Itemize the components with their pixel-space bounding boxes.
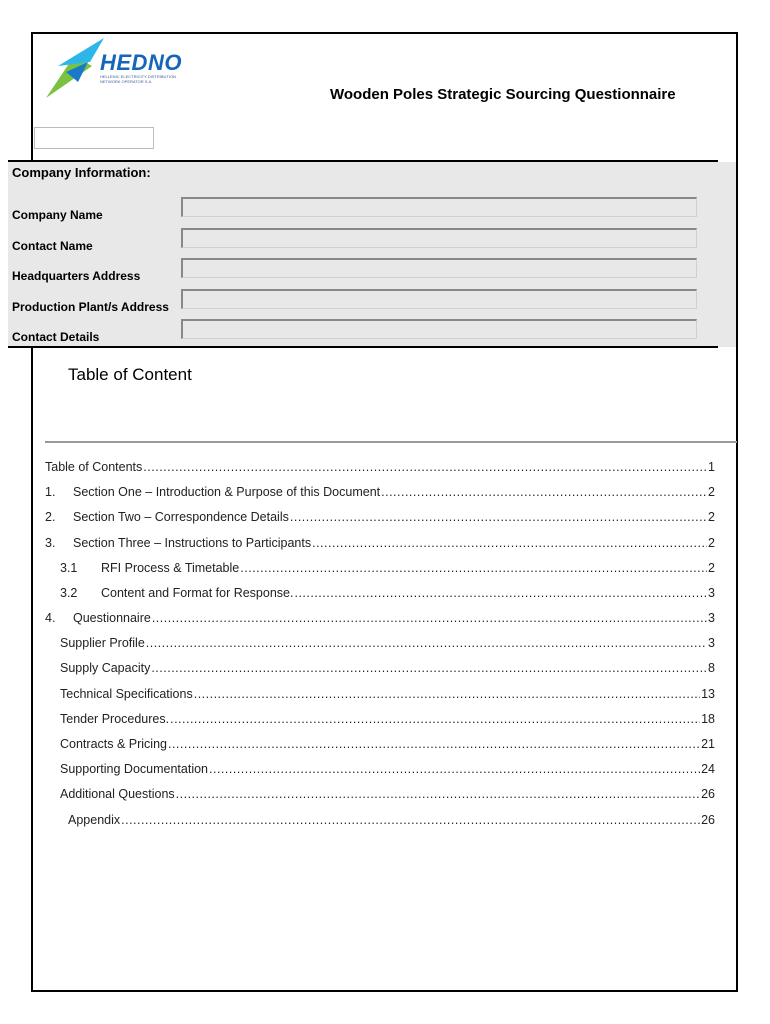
toc-entry-page: 1	[708, 460, 715, 474]
toc-entry-technical-specifications[interactable]	[60, 687, 715, 705]
toc-entry-rfi-process[interactable]	[60, 561, 715, 579]
toc-entry-number: 3.2	[60, 586, 78, 600]
toc-entry-page: 8	[708, 661, 715, 675]
toc-leader-dots	[194, 687, 700, 701]
section-bottom-rule	[8, 346, 718, 348]
toc-entry-page: 3	[708, 636, 715, 650]
toc-entry-number: 3.1	[60, 561, 78, 575]
toc-entry-section-one[interactable]	[45, 485, 715, 503]
contact-details-label: Contact Details	[12, 330, 100, 344]
toc-entry-page: 2	[708, 485, 715, 499]
toc-entry-page: 3	[708, 611, 715, 625]
toc-heading: Table of Content	[68, 365, 192, 384]
toc-entry-text: Appendix	[68, 813, 121, 827]
reference-input-box[interactable]	[34, 127, 154, 149]
toc-entry-questionnaire[interactable]	[45, 611, 715, 629]
toc-entry-text: Supply Capacity	[60, 661, 151, 675]
toc-leader-dots	[146, 636, 707, 650]
logo-cyan-shape	[58, 38, 104, 66]
toc-rule	[45, 441, 737, 443]
toc-leader-dots	[209, 762, 700, 776]
headquarters-address-label: Headquarters Address	[12, 269, 141, 283]
toc-entry-number: 2.	[45, 510, 56, 524]
company-name-label: Company Name	[12, 208, 103, 222]
toc-entry-table-of-contents[interactable]	[45, 460, 715, 478]
section-top-rule	[8, 160, 718, 162]
company-info-heading: Company Information:	[12, 165, 151, 180]
toc-entry-text: Supplier Profile	[60, 636, 145, 650]
logo-name: HEDNO	[100, 50, 182, 75]
toc-entry-page: 18	[701, 712, 715, 726]
toc-entry-text: Technical Specifications	[60, 687, 193, 701]
toc-entry-supplier-profile[interactable]	[60, 636, 715, 654]
toc-leader-dots	[152, 611, 707, 625]
production-plant-address-field[interactable]	[181, 289, 697, 309]
toc-entry-text: Section One – Introduction & Purpose of this Document	[73, 485, 381, 499]
toc-entry-text: Section Two – Correspondence Details	[73, 510, 289, 524]
toc-entry-page: 21	[701, 737, 715, 751]
toc-leader-dots	[143, 460, 707, 474]
toc-entry-page: 2	[708, 561, 715, 575]
toc-entry-section-two[interactable]	[45, 510, 715, 528]
toc-entry-page: 26	[701, 787, 715, 801]
toc-entry-content-format[interactable]	[60, 586, 715, 604]
company-name-field[interactable]	[181, 197, 697, 217]
toc-entry-number: 4.	[45, 611, 56, 625]
toc-entry-text: Additional Questions	[60, 787, 175, 801]
contact-details-field[interactable]	[181, 319, 697, 339]
toc-leader-dots	[294, 586, 707, 600]
toc-leader-dots	[240, 561, 707, 575]
toc-entry-text: Section Three – Instructions to Participants	[73, 536, 312, 550]
toc-leader-dots	[312, 536, 707, 550]
toc-entry-page: 2	[708, 536, 715, 550]
toc-entry-page: 26	[701, 813, 715, 827]
toc-entry-text: Content and Format for Response.	[101, 586, 294, 600]
toc-entry-section-three[interactable]	[45, 536, 715, 554]
logo-subtitle: HELLENIC ELECTRICITY DISTRIBUTION NETWORK OPERATOR S.A.	[100, 74, 176, 84]
toc-entry-page: 2	[708, 510, 715, 524]
toc-leader-dots	[176, 787, 700, 801]
toc-leader-dots	[121, 813, 700, 827]
toc-entry-supply-capacity[interactable]	[60, 661, 715, 679]
production-plant-address-label: Production Plant/s Address	[12, 300, 169, 314]
toc-entry-text: Contracts & Pricing	[60, 737, 167, 751]
toc-entry-number: 1.	[45, 485, 56, 499]
toc-leader-dots	[170, 712, 700, 726]
toc-leader-dots	[290, 510, 707, 524]
toc-entry-contracts-pricing[interactable]	[60, 737, 715, 755]
toc-leader-dots	[381, 485, 707, 499]
headquarters-address-field[interactable]	[181, 258, 697, 278]
toc-entry-page: 3	[708, 586, 715, 600]
toc-entry-page: 13	[701, 687, 715, 701]
toc-leader-dots	[168, 737, 700, 751]
toc-entry-appendix[interactable]	[68, 813, 715, 831]
contact-name-label: Contact Name	[12, 239, 93, 253]
contact-name-field[interactable]	[181, 228, 697, 248]
toc-entry-supporting-documentation[interactable]	[60, 762, 715, 780]
toc-entry-text: Table of Contents	[45, 460, 143, 474]
toc-entry-text: Tender Procedures.	[60, 712, 170, 726]
toc-entry-tender-procedures[interactable]	[60, 712, 715, 730]
toc-entry-additional-questions[interactable]	[60, 787, 715, 805]
toc-entry-number: 3.	[45, 536, 56, 550]
toc-entry-text: Supporting Documentation	[60, 762, 209, 776]
toc-entry-text: Questionnaire	[73, 611, 151, 625]
document-title: Wooden Poles Strategic Sourcing Questionnaire	[330, 86, 676, 103]
toc-leader-dots	[151, 661, 707, 675]
toc-entry-text: RFI Process & Timetable	[101, 561, 240, 575]
toc-entry-page: 24	[701, 762, 715, 776]
